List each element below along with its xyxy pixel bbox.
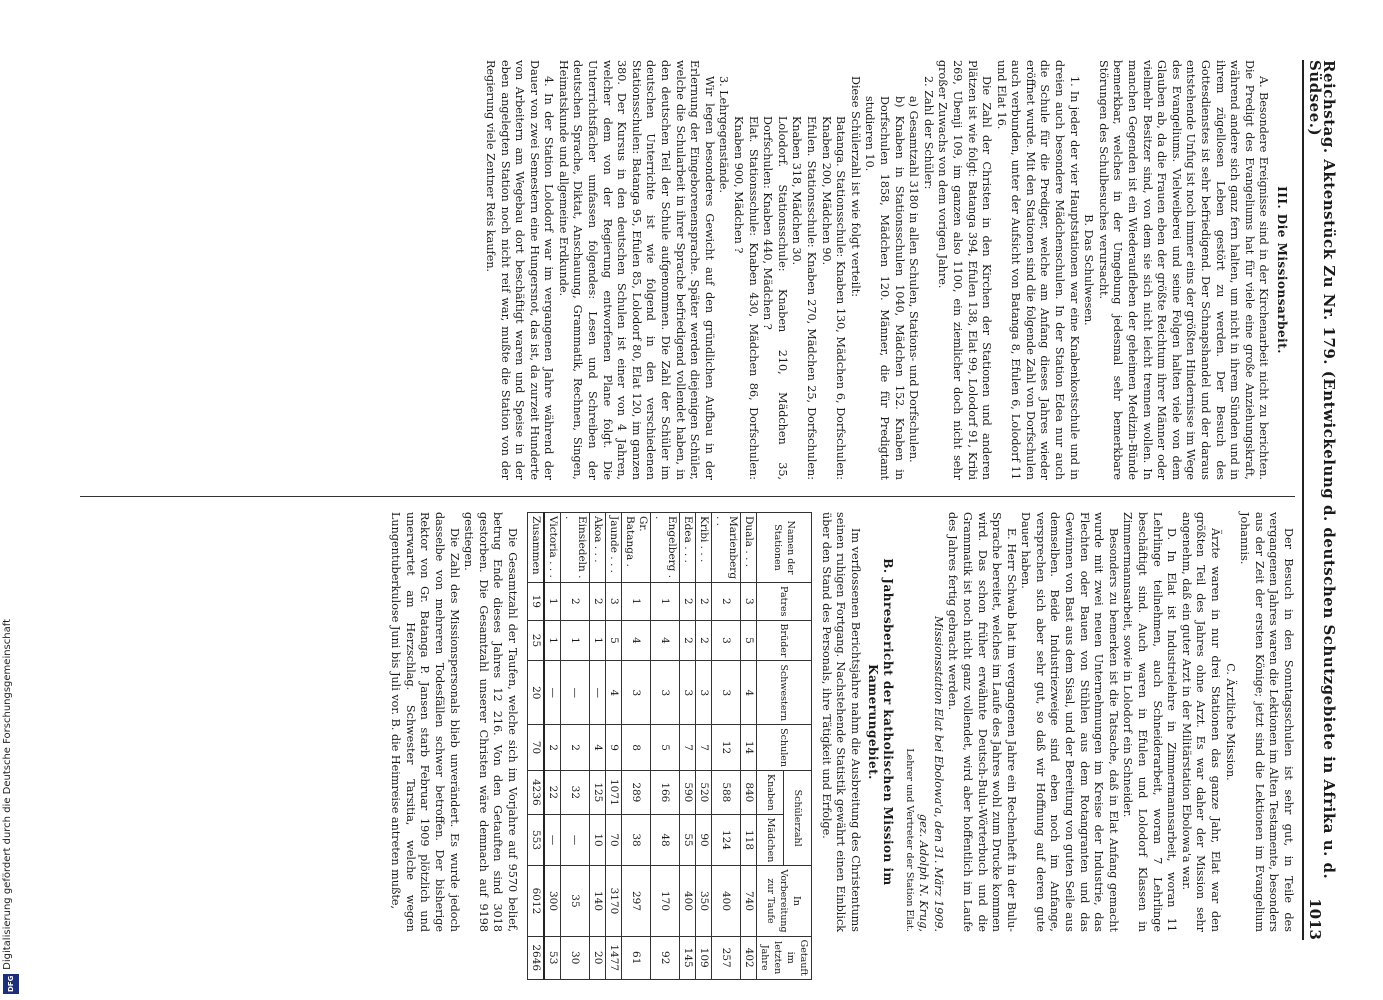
total-brueder: 25 bbox=[528, 620, 545, 661]
cell-getauft: 109 bbox=[696, 936, 712, 979]
section-title-missionsarbeit: III. Die Missionsarbeit. bbox=[1275, 186, 1289, 354]
cell-brueder: 4 bbox=[622, 620, 651, 661]
cell-vorbereitung: 297 bbox=[622, 866, 651, 936]
page-scan bbox=[68, 60, 1339, 976]
cell-name: Einsiedeln . . bbox=[561, 513, 590, 583]
cell-name: Duala . . . bbox=[741, 513, 757, 583]
cell-schulen: 2 bbox=[561, 725, 590, 771]
signature-place: Missionsstation Elat bei Ebolowa'a, den 31. März 1909. bbox=[931, 616, 945, 932]
side-banner bbox=[0, 0, 22, 1000]
cell-name: Victoria . . . bbox=[544, 513, 561, 583]
cell-schulen: 5 bbox=[651, 725, 680, 771]
cell-brueder: 2 bbox=[696, 620, 712, 661]
th-getauft: Getauft im letzten Jahre bbox=[757, 936, 812, 979]
cell-maedchen: 48 bbox=[651, 814, 680, 866]
paragraph-personnel: Die Zahl des Missionspersonals blieb unverändert. Es wurde jedoch dasselbe von mehreren Todesfällen schwer betroffen. Der bisherige Rektor von Gr. Batanga P. Jansen starb Februar 1909 plötzlich und unerwartet am Herzschlag. Schwester Tarsitia, welche wegen Lungentuberkulose Juni bis Juli vor. B. die Heimreise antreten mußte, bbox=[389, 512, 461, 932]
th-patres: Patres bbox=[757, 583, 812, 621]
cell-getauft: 61 bbox=[622, 936, 651, 979]
cell-schulen: 14 bbox=[741, 725, 757, 771]
pupils-a: a) Gesamtzahl 3180 in allen Schulen, Stations- und Dorfschulen. bbox=[907, 96, 921, 463]
cell-knaben: 289 bbox=[622, 770, 651, 814]
total-knaben: 4236 bbox=[528, 770, 545, 814]
cell-knaben: 520 bbox=[696, 770, 712, 814]
th-schwestern: Schwestern bbox=[757, 661, 812, 725]
cell-schulen: 7 bbox=[680, 725, 696, 771]
cell-vorbereitung: 140 bbox=[590, 866, 606, 936]
page-number: 1013 bbox=[1305, 898, 1324, 940]
table-row bbox=[622, 513, 651, 980]
cell-vorbereitung: 35 bbox=[561, 866, 590, 936]
heading-schulwesen: B. Das Schulwesen. bbox=[1082, 214, 1096, 326]
cell-schulen: 4 bbox=[590, 725, 606, 771]
total-schulen: 70 bbox=[528, 725, 545, 771]
cell-schwestern: 3 bbox=[696, 661, 712, 725]
table-row bbox=[651, 513, 680, 980]
paragraph-total-baptisms: Die Gesamtzahl der Taufen, welche sich im Vorjahre auf 9570 belief, betrug Ende dieses Jahres 12 216. Von den Getauften sind 3018 gestorben. Die Gesamtzahl unserer Christen wäre demnach auf 9198 gestiegen. bbox=[462, 512, 519, 932]
cell-schwestern: — bbox=[561, 661, 590, 725]
distribution-batanga: Batanga. Stationsschule: Knaben 130, Mädchen 6, Dorfschulen: Knaben 200, Mädchen 90. bbox=[819, 116, 848, 480]
paragraph-e: E. Herr Schwab hat im vergangenen Jahre ein Rechenheft in der Bulu-Sprache bereitet, welches im Laufe des Jahres wohl zum Drucke kommen wird. Das schon früher erwähnte Deutsch-Bulu-Wörterbuch und die Grammatik ist noch nicht ganz vollendet, wird aber hoffentlich im Laufe des Jahres fertig gebracht werden. bbox=[946, 512, 1018, 932]
cell-schwestern: 3 bbox=[680, 661, 696, 725]
cell-schulen: 2 bbox=[544, 725, 561, 771]
th-brueder: Brüder bbox=[757, 620, 812, 661]
cell-schulen: 8 bbox=[622, 725, 651, 771]
section-title-catholic-mission: B. Jahresbericht der katholischen Mission im Kamerungebiet. bbox=[866, 558, 895, 886]
table-row bbox=[561, 513, 590, 980]
total-vorbereitung: 6012 bbox=[528, 866, 545, 936]
table-row bbox=[741, 513, 757, 980]
cell-patres: 2 bbox=[696, 583, 712, 621]
total-getauft: 2646 bbox=[528, 936, 545, 979]
funding-notice: Digitalisierung gefördert durch die Deutsche Forschungsgemeinschaft bbox=[2, 619, 13, 970]
cell-patres: 1 bbox=[622, 583, 651, 621]
cell-brueder: 2 bbox=[680, 620, 696, 661]
cell-knaben: 32 bbox=[561, 770, 590, 814]
table-row bbox=[544, 513, 561, 980]
cell-schwestern: 3 bbox=[651, 661, 680, 725]
header-title: Reichstag. Aktenstück Zu Nr. 179. (Entwickelung d. deutschen Schutzgebiete in Afrika u. d. Südsee.) bbox=[1305, 60, 1339, 880]
cell-schwestern: 4 bbox=[606, 661, 622, 725]
cell-knaben: 125 bbox=[590, 770, 606, 814]
total-schwestern: 20 bbox=[528, 661, 545, 725]
cell-maedchen: 118 bbox=[741, 814, 757, 866]
cell-maedchen: 38 bbox=[622, 814, 651, 866]
cell-schwestern: — bbox=[544, 661, 561, 725]
cell-patres: 2 bbox=[680, 583, 696, 621]
paragraph-b-intro: Im verflossenen Berichtsjahre nahm die Ausbreitung des Christentums seinen ruhigen Fortgang. Nachstehende Statistik gewährt einen Einblick über den Stand des Personals, ihre Tätigkeit und Erfolge. bbox=[819, 512, 862, 932]
cell-name: Kribi . . . bbox=[696, 513, 712, 583]
left-column bbox=[80, 60, 1295, 480]
signature-role: Lehrer und Vertreter der Station Elat. bbox=[903, 748, 915, 932]
cell-name: Engelberg . . bbox=[651, 513, 680, 583]
distribution-intro: Diese Schülerzahl ist wie folgt verteilt: bbox=[848, 76, 862, 298]
cell-vorbereitung: 3170 bbox=[606, 866, 622, 936]
cell-schwestern: 3 bbox=[622, 661, 651, 725]
cell-patres: 3 bbox=[606, 583, 622, 621]
cell-vorbereitung: 170 bbox=[651, 866, 680, 936]
cell-maedchen: 10 bbox=[590, 814, 606, 866]
cell-getauft: 402 bbox=[741, 936, 757, 979]
total-name: Zusammen bbox=[528, 513, 545, 583]
cell-name: Akoa . . . bbox=[590, 513, 606, 583]
cell-maedchen: 55 bbox=[680, 814, 696, 866]
cell-schwestern: — bbox=[590, 661, 606, 725]
heading-pupils: 2. Zahl der Schüler: bbox=[921, 76, 935, 190]
cell-vorbereitung: 400 bbox=[712, 866, 741, 936]
paragraph-d2: Besonders zu bemerken ist die Tatsache, daß in Elat Anfang gemacht wurde mit zwei neuen Unternehmungen im Kreise der Industrie, das Flechten oder Bauen von Stühlen aus dem Rotangranten und das Gewinnen von Bast aus dem Sisal, und der Bereitung von guten Seile aus demselben. Beide Industriezweige sind eben noch im Anfange, versprechen sich aber sehr gut, so daß wir Hoffnung auf deren gute Dauer haben. bbox=[1019, 512, 1120, 932]
cell-getauft: 53 bbox=[544, 936, 561, 979]
paragraph-b2: Die Zahl der Christen in den Kirchen der Stationen und anderen Plätzen ist wie folgt: Batanga 394, Efulen 138, Elat 99, Lolodorf 91, Kribi 269, Ubenji 109, im ganzen also 1100, ein ziemlicher doch nicht sehr großer Zuwachs von dem vorigen Jahre. bbox=[936, 60, 994, 480]
cell-maedchen: 90 bbox=[696, 814, 712, 866]
station-rows bbox=[544, 513, 757, 980]
cell-knaben: 22 bbox=[544, 770, 561, 814]
paragraph-subjects: Wir legen besonderes Gewicht auf den gründlichen Aufbau in der Erlernung der Eingeborenensprache. Später werden diejenigen Schüler, welche die Schularbeit in ihrer Sprache befriedigend vollendet haben, in den deutschen Teil der Schule aufgenommen. Die Zahl der Schüler im deutschen Unterrichte ist wie folgend in den verschiedenen Stationsschulen: Batanga 95, Efulen 85, Lolodorf 80, Elat 120, im ganzen 380. Der Kursus in den deutschen Schulen ist einer von 4 Jahren, welcher dem von der Regierung entworfenen Plane folgt. Die Unterrichtsfächer umfassen folgendes: Lesen und Schreiben der deutschen Sprache, Diktat, Anschauung, Grammatik, Rechnen, Singen, Heimatskunde und allgemeine Erdkunde. bbox=[556, 60, 716, 480]
th-name: Namen der Stationen bbox=[757, 513, 812, 583]
cell-vorbereitung: 350 bbox=[696, 866, 712, 936]
cell-brueder: 1 bbox=[544, 620, 561, 661]
cell-getauft: 1477 bbox=[606, 936, 622, 979]
th-vorbereitung: In Vorbereitung zur Taufe bbox=[757, 866, 812, 936]
cell-name: Edea . . . bbox=[680, 513, 696, 583]
distribution-efulen: Efulen. Stationsschule: Knaben 270, Mädchen 25, Dorfschulen: Knaben 318, Mädchen 30. bbox=[790, 116, 818, 480]
cell-patres: 2 bbox=[712, 583, 741, 621]
cell-schulen: 9 bbox=[606, 725, 622, 771]
heading-medical-mission: C. Ärztliche Mission. bbox=[1223, 663, 1237, 781]
table-row bbox=[606, 513, 622, 980]
cell-knaben: 590 bbox=[680, 770, 696, 814]
cell-knaben: 840 bbox=[741, 770, 757, 814]
page-header bbox=[1302, 60, 1339, 940]
table-total-row bbox=[528, 513, 545, 980]
paragraph-b1: 1. In jeder der vier Hauptstationen war eine Knabenkostschule und in dreien auch besondere Mädchenschulen. In der Station Edea nur auch die Schule für die Prediger, welche am Anfang dieses Jahres wieder eröffnet wurde. Mit den Stationen sind die folgende Zahl von Dorfschulen auch verbunden, unter der Aufsicht von Batanga 8, Efulen 6, Lolodorf 11 und Elat 16. bbox=[994, 60, 1081, 480]
table-row bbox=[712, 513, 741, 980]
th-knaben: Knaben bbox=[757, 770, 785, 814]
cell-schulen: 7 bbox=[696, 725, 712, 771]
heading-subjects: 3. Lehrgegenstände. bbox=[717, 76, 731, 194]
distribution-lolodorf: Lolodorf. Stationsschule: Knaben 210, Mädchen 35, Dorfschulen: Knaben 440, Mädchen ? bbox=[761, 116, 789, 480]
cell-knaben: 1071 bbox=[606, 770, 622, 814]
paragraph-c: Ärzte waren in nur drei Stationen das ganze Jahr, Elat war den größten Teil des Jahres ohne Arzt. Es war daher der Mission sehr angenehm, daß ein guter Arzt in der Militärstation Ebolowa'a war. bbox=[1179, 512, 1223, 932]
cell-vorbereitung: 400 bbox=[680, 866, 696, 936]
cell-maedchen: 124 bbox=[712, 814, 741, 866]
cell-patres: 2 bbox=[561, 583, 590, 621]
cell-brueder: 1 bbox=[561, 620, 590, 661]
cell-getauft: 92 bbox=[651, 936, 680, 979]
paragraph-d: D. In Elat ist Industrielehre in Zimmermannsarbeit, woran 11 Lehrlinge teilnehmen, auch Schneiderarbeit, woran 7 Lehrlinge beschäftigt sind. Auch waren in Efulen und Lolodorf Klassen in Zimmermannsarbeit, sowie in Lolodorf ein Schneider. bbox=[1121, 512, 1179, 932]
pupils-b: b) Knaben in Stationsschulen 1040, Mädchen 152. Knaben in Dorfschulen 1858, Mädchen 120. Männer, die für Predigtamt studieren 10. bbox=[863, 96, 906, 480]
cell-maedchen: — bbox=[561, 814, 590, 866]
cell-patres: 1 bbox=[651, 583, 680, 621]
cell-vorbereitung: 300 bbox=[544, 866, 561, 936]
cell-schwestern: 4 bbox=[741, 661, 757, 725]
table-row bbox=[590, 513, 606, 980]
cell-getauft: 30 bbox=[561, 936, 590, 979]
signature-name: gez. Adolph N. Krug, bbox=[917, 813, 931, 932]
table-row bbox=[680, 513, 696, 980]
cell-brueder: 5 bbox=[741, 620, 757, 661]
cell-patres: 2 bbox=[590, 583, 606, 621]
station-statistics-table bbox=[527, 512, 812, 980]
cell-schwestern: 3 bbox=[712, 661, 741, 725]
distribution-elat: Elat. Stationsschule: Knaben 430, Mädchen 86, Dorfschulen: Knaben 900, Mädchen ? bbox=[732, 116, 760, 480]
cell-getauft: 20 bbox=[590, 936, 606, 979]
cell-knaben: 166 bbox=[651, 770, 680, 814]
cell-maedchen: 70 bbox=[606, 814, 622, 866]
cell-maedchen: — bbox=[544, 814, 561, 866]
th-maedchen: Mädchen bbox=[757, 814, 785, 866]
cell-patres: 1 bbox=[544, 583, 561, 621]
total-maedchen: 553 bbox=[528, 814, 545, 866]
cell-name: Gr. Batanga . bbox=[622, 513, 651, 583]
cell-vorbereitung: 740 bbox=[741, 866, 757, 936]
cell-name: Marienberg . . bbox=[712, 513, 741, 583]
paragraph-a: A. Besondere Ereignisse sind in der Kirchenarbeit nicht zu berichten. Die Predigt des Evangeliums hat für viele eine große Anziehungskraft, während andere sich ganz fern halten, um nicht in ihrem Sünden und in ihrem zügellosen Leben gestört zu werden. Der Besuch des Gottesdienstes ist sehr befriedigend. Der Schnapshandel und der daraus entstehende Unfug ist noch immer eins der größten Hindernisse im Wege des Evangeliums. Vielweiberei und seine Folgen halten viele von dem Glauben ab, da die Frauen eben der größte Reichtum ihrer Männer oder vielmehr Besitzer sind, von dem sie sich nicht leicht trennen wollen. In manchen Gegenden ist ein Wiederaufleben der geheimen Medizin-Bünde bemerkbar, welches in der Umgebung jedesmal sehr bemerkbare Störungen des Schulbesuches verursacht. bbox=[1096, 60, 1271, 480]
cell-patres: 3 bbox=[741, 583, 757, 621]
cell-brueder: 5 bbox=[606, 620, 622, 661]
cell-getauft: 145 bbox=[680, 936, 696, 979]
total-patres: 19 bbox=[528, 583, 545, 621]
column-divider bbox=[80, 496, 1295, 497]
cell-brueder: 3 bbox=[712, 620, 741, 661]
paragraph-4: 4. In der Station Lolodorf war im vergangenen Jahre während der Dauer von zwei Semestern eine Hungersnot, das ist, da zurzeit Hunderte von Arbeitern am Wegebau dort beschäftigt waren und Speise in der eben angelegten Station noch nicht reif war, mußte die Station von der Regierung viele Zentner Reis kaufen. bbox=[483, 60, 556, 480]
dfg-logo: DFG bbox=[3, 974, 19, 994]
cell-brueder: 4 bbox=[651, 620, 680, 661]
th-schuelerzahl: Schülerzahl bbox=[784, 770, 812, 865]
document-page bbox=[68, 60, 1339, 976]
cell-knaben: 588 bbox=[712, 770, 741, 814]
th-schulen: Schulen bbox=[757, 725, 812, 771]
table-row bbox=[696, 513, 712, 980]
cell-brueder: 1 bbox=[590, 620, 606, 661]
paragraph-sunday-school: Der Besuch in den Sonntagsschulen ist sehr gut, in Teile des vergangenen Jahres waren die Lektionen im Alten Testamente, besonders aus der Zeit der ersten Könige; jetzt sind die Lektionen im Evangelium Johannis. bbox=[1238, 512, 1295, 932]
cell-name: Jaunde . . . bbox=[606, 513, 622, 583]
cell-schulen: 12 bbox=[712, 725, 741, 771]
cell-getauft: 257 bbox=[712, 936, 741, 979]
right-column bbox=[80, 512, 1295, 976]
